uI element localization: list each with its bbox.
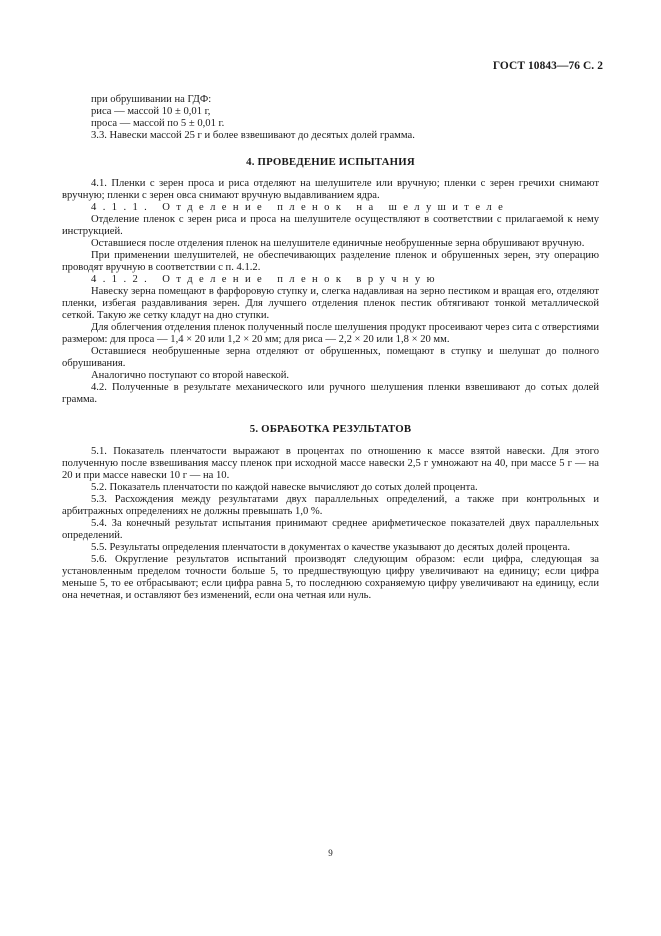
section-4-heading: 4. ПРОВЕДЕНИЕ ИСПЫТАНИЯ <box>246 156 415 168</box>
page-number: 9 <box>328 848 333 858</box>
clause-4-1-2-text-a: Навеску зерна помещают в фарфоровую ступку и, слегка надавливая на зерно пестиком и вращая его, отделяют пленки, избегая раздавливания зерен. Для лучшего отделения пленок пестик обтягивают тонкой металлической сеткой. Такую же сетку кладут на дно ступки. <box>62 286 599 321</box>
clause-5-4: 5.4. За конечный результат испытания принимают среднее арифметическое показателей двух параллельных определений. <box>62 518 599 541</box>
clause-4-1: 4.1. Пленки с зерен проса и риса отделяют на шелушителе или вручную; пленки с зерен гречихи снимают вручную; пленки с зерен овса снимают вручную выдавливанием ядра. <box>62 178 599 201</box>
clause-4-1-1-text-a: Отделение пленок с зерен риса и проса на шелушителе осуществляют в соответствии с прилагаемой к нему инструкцией. <box>62 214 599 237</box>
clause-4-1-2-title: 4.1.2. Отделение пленок вручную <box>91 274 441 285</box>
sample-mass-rice: риса — массой 10 ± 0,01 г, <box>91 106 211 117</box>
running-header: ГОСТ 10843—76 С. 2 <box>492 60 603 72</box>
clause-5-2: 5.2. Показатель пленчатости по каждой навеске вычисляют до сотых долей процента. <box>91 482 478 493</box>
clause-5-1: 5.1. Показатель пленчатости выражают в процентах по отношению к массе взятой навески. Для этого полученную после взвешивания массу пленок при исходной массе навески 2,5 г умножают на 40, при массе 5 г — на 20 и при массе навески 10 г — на 10. <box>62 446 599 481</box>
clause-4-1-2-text-c: Оставшиеся необрушенные зерна отделяют от обрушенных, помещают в ступку и шелушат до полного обрушивания. <box>62 346 599 369</box>
section-5-heading: 5. ОБРАБОТКА РЕЗУЛЬТАТОВ <box>249 423 412 435</box>
clause-5-5: 5.5. Результаты определения пленчатости в документах о качестве указывают до десятых долей процента. <box>91 542 570 553</box>
clause-4-1-1-title: 4.1.1. Отделение пленок на шелушителе <box>91 202 510 213</box>
clause-4-1-1-text-b: Оставшиеся после отделения пленок на шелушителе единичные необрушенные зерна обрушивают вручную. <box>91 238 585 249</box>
clause-4-2: 4.2. Полученные в результате механического или ручного шелушения пленки взвешивают до сотых долей грамма. <box>62 382 599 405</box>
clause-5-6: 5.6. Округление результатов испытаний производят следующим образом: если цифра, следующая за установленным пределом точности больше 5, то предшествующую цифру увеличивают на единицу; если цифра меньше 5, то ее отбрасывают; если цифра равна 5, то последнюю сохраняемую цифру увеличивают на единицу, если она нечетная, и оставляют без изменений, если она четная или нуль. <box>62 554 599 601</box>
sample-mass-intro: при обрушивании на ГДФ: <box>91 94 212 105</box>
document-body <box>62 94 599 602</box>
clause-5-3: 5.3. Расхождения между результатами двух параллельных определений, а также при контрольных и арбитражных определениях не должны превышать 1,0 %. <box>62 494 599 517</box>
clause-4-1-2-text-b: Для облегчения отделения пленок полученный после шелушения продукт просеивают через сита с отверстиями размером: для проса — 1,4 × 20 или 1,2 × 20 мм; для риса — 2,2 × 20 или 1,8 × 20 мм. <box>62 322 599 345</box>
clause-3-3: 3.3. Навески массой 25 г и более взвешивают до десятых долей грамма. <box>91 130 415 141</box>
sample-mass-millet: проса — массой по 5 ± 0,01 г. <box>91 118 225 129</box>
clause-4-1-2-text-d: Аналогично поступают со второй навеской. <box>91 370 290 381</box>
clause-4-1-1-text-c: При применении шелушителей, не обеспечивающих разделение пленок и обрушенных зерен, эту операцию проводят вручную в соответствии с п. 4.1.2. <box>62 250 599 273</box>
